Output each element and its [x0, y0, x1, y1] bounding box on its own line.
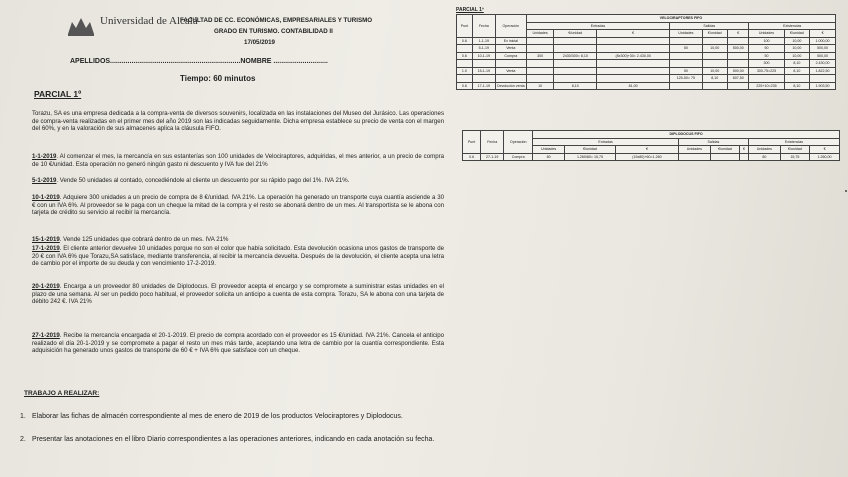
table-row — [457, 75, 836, 83]
col-punt: Punt — [463, 131, 481, 154]
student-name-line: APELLIDOS...................................................................NOMBRE ............................ — [70, 58, 328, 65]
cell-entradas-unidades — [526, 75, 554, 83]
task-1: 1. Elaborar las fichas de almacén correspondiente al mes de enero de 2019 de los productos Velociraptores y Diplodocus. — [20, 413, 403, 420]
cell-entradas-total: (8x300)+30= 2.430,00 — [597, 52, 670, 60]
sub-unit-price: €/unidad — [710, 146, 739, 154]
cell-salidas-precio: 8,10 — [702, 75, 728, 83]
cell-entradas-total — [597, 60, 670, 68]
cell-existencias-total: 1.903,50 — [810, 82, 836, 90]
card-title: DIPLODOCUS FIFO — [533, 131, 840, 139]
cell-existencias-unidades: 100 — [749, 37, 784, 45]
sub-euro: € — [597, 30, 670, 38]
answer-sheet-label: PARCIAL 1º — [456, 7, 484, 13]
cell-entradas-precio — [554, 75, 597, 83]
cell-punt — [457, 60, 473, 68]
cell-punt: 1.0 — [457, 67, 473, 75]
cell-salidas-unidades: 125-50= 75 — [670, 75, 702, 83]
cell-operacion: Compra — [495, 52, 526, 60]
cell-entradas-unidades — [526, 37, 554, 45]
cell-salidas-unidades: 50 — [670, 45, 702, 53]
operation-7: 27-1-2019. Recibe la mercancía encargada el 20-1-2019. El precio de compra acordado con el proveedor es 15 €/unidad. IVA 21%. Cancela el anticipo realizado el día 20-1-2019 y se compromete a pagar el resto un mes más tarde, aceptando una letra de cambio por la cuantía correspondiente. Esta adquisición ha generado unos gastos de transporte de 60 € + IVA 6% que satisface con un cheque. — [32, 332, 444, 355]
cell-existencias-total: 1.260,00 — [810, 153, 840, 161]
cell-fecha: 1-1-19 — [472, 37, 495, 45]
cell-operacion — [495, 75, 526, 83]
sub-unidades: Unidades — [670, 30, 702, 38]
cell-existencias-unidades: 225+10=235 — [749, 82, 784, 90]
sub-unit-price: €/unidad — [780, 146, 809, 154]
cell-salidas-precio — [710, 153, 739, 161]
group-salidas: Salidas — [678, 138, 748, 146]
exam-date: 17/05/2019 — [244, 39, 275, 46]
cell-entradas-unidades: 10 — [526, 82, 554, 90]
cell-salidas-unidades — [670, 82, 702, 90]
cell-entradas-total — [597, 45, 670, 53]
table-row — [457, 67, 836, 75]
cell-existencias-total: 500,00 — [810, 52, 836, 60]
cell-existencias-precio: 8,10 — [784, 82, 810, 90]
intro-paragraph: Torazu, SA es una empresa dedicada a la compra-venta de diversos souvenirs, localizada en las instalaciones del Museo del Jurásico. Las operaciones de compra-venta realizadas en el primer mes del año 2019 son las indicadas seguidamente. Dicha empresa establece su precio de venta con el margen del 60%, y en la valoración de sus almacenes aplica la cláusula FIFO. — [32, 110, 444, 133]
cell-salidas-total — [728, 52, 749, 60]
sub-unit-price: €/unidad — [702, 30, 728, 38]
cell-existencias-unidades: 50 — [749, 45, 784, 53]
col-punt: Punt — [457, 15, 473, 38]
cell-salidas-precio: 10,00 — [702, 45, 728, 53]
operation-5: 17-1-2019. El cliente anterior devuelve 10 unidades porque no son el color que había solicitado. Esta devolución ocasiona unos gastos de transporte de 20 € con IVA 6% que Torazu,SA satisface, mediante transferencia, al recibir la mercancía devuelta. Después de la devolución, el cliente acepta una letra de cambio por el importe de su deuda y con vencimiento 17-2-2019. — [32, 245, 444, 268]
cell-punt — [457, 75, 473, 83]
cell-existencias-total — [810, 75, 836, 83]
degree-name: GRADO EN TURISMO. CONTABILIDAD II — [214, 28, 333, 35]
cell-salidas-total — [728, 37, 749, 45]
task-2: 2. Presentar las anotaciones en el libro Diario correspondientes a las operaciones anteriores, indicando en cada anotación su fecha. — [20, 436, 435, 443]
cell-fecha: 10-1-19 — [472, 52, 495, 60]
cell-existencias-precio: 8,10 — [784, 67, 810, 75]
cell-entradas-precio: 8,10 — [554, 82, 597, 90]
cell-entradas-total: 81,00 — [597, 82, 670, 90]
cell-existencias-precio: 10,00 — [784, 37, 810, 45]
group-salidas: Salidas — [670, 22, 749, 30]
sub-unit-price: €/unidad — [565, 146, 616, 154]
cell-existencias-unidades — [749, 75, 784, 83]
cell-salidas-total — [728, 82, 749, 90]
cell-operacion: Ex inicial — [495, 37, 526, 45]
sub-unidades: Unidades — [526, 30, 554, 38]
cell-salidas-total — [728, 60, 749, 68]
cell-entradas-unidades: 80 — [533, 153, 565, 161]
cell-salidas-total: 500,00 — [728, 45, 749, 53]
cell-salidas-unidades: 50 — [670, 67, 702, 75]
sub-unidades: Unidades — [749, 30, 784, 38]
sub-unidades: Unidades — [678, 146, 710, 154]
operation-4: 15-1-2019. Vende 125 unidades que cobrará dentro de un mes. IVA 21% — [32, 236, 229, 243]
cell-salidas-total: 607,50 — [728, 75, 749, 83]
cell-existencias-precio: 10,00 — [784, 45, 810, 53]
operation-2: 5-1-2019. Vende 50 unidades al contado, concediéndole al cliente un descuento por su rápido pago del 1%. IVA 21%. — [32, 177, 350, 184]
cell-salidas-unidades — [678, 153, 710, 161]
sub-unidades: Unidades — [533, 146, 565, 154]
cell-punt: 0.6 — [463, 153, 481, 161]
cell-existencias-unidades: 300-75=225 — [749, 67, 784, 75]
cell-existencias-precio: 10,00 — [784, 52, 810, 60]
cell-operacion — [495, 60, 526, 68]
sub-euro: € — [615, 146, 678, 154]
sub-unidades: Unidades — [748, 146, 780, 154]
table-row — [457, 52, 836, 60]
faculty-name: FACULTAD DE CC. ECONÓMICAS, EMPRESARIALES Y TURISMO — [180, 17, 373, 24]
group-existencias: Existencias — [748, 138, 839, 146]
cell-entradas-unidades: 300 — [526, 52, 554, 60]
operation-6: 20-1-2019. Encarga a un proveedor 80 unidades de Diplodocus. El proveedor acepta el encargo y se compromete a suministrar estas unidades en el plazo de una semana. Al ser un pedido poco habitual, el proveedor solicita un anticipo a cuenta de esta compra. Torazu, SA le abona con una tarjeta de débito 242 €. IVA 21% — [32, 283, 444, 306]
cell-punt — [457, 45, 473, 53]
cell-salidas-precio — [702, 52, 728, 60]
university-crest-icon — [66, 14, 96, 38]
cell-existencias-unidades: 300 — [749, 60, 784, 68]
cell-entradas-precio: 1.260/80= 15,75 — [565, 153, 616, 161]
cell-salidas-total: 500,00 — [728, 67, 749, 75]
cell-entradas-total: (15x80)+60=1.260 — [615, 153, 678, 161]
card-title: VELOCIRAPTORES FIFO — [526, 15, 835, 23]
table-row — [457, 37, 836, 45]
cell-salidas-total — [740, 153, 749, 161]
cell-existencias-unidades: 50 — [749, 52, 784, 60]
pen-mark — [845, 190, 847, 192]
cell-salidas-precio — [702, 82, 728, 90]
cell-operacion: Compra — [504, 153, 533, 161]
sub-unit-price: €/unidad — [784, 30, 810, 38]
operation-1: 1-1-2019. Al comenzar el mes, la mercancía en sus estanterías son 100 unidades de Velociraptores, adquiridas, el mes anterior, a un precio de compra de 10 €/unidad. Esta operación no generó ningún gasto ni descuento y IVA fue del 21% — [32, 153, 444, 168]
group-existencias: Existencias — [749, 22, 836, 30]
cell-operacion: Venta — [495, 67, 526, 75]
operation-3: 10-1-2019. Adquiere 300 unidades a un precio de compra de 8 €/unidad. IVA 21%. La operación ha generado un transporte cuya cuantía asciende a 30 € con un IVA 6%. Al proveedor se le paga con un cheque la mitad de la compra y el resto se abonará dentro de un mes. Al transportista se le abona con tarjeta de crédito su servicio al recibir la mercancía. — [32, 194, 444, 217]
table-row — [463, 153, 840, 161]
cell-fecha: 5-1-19 — [472, 45, 495, 53]
group-entradas: Entradas — [526, 22, 669, 30]
cell-existencias-total: 500,00 — [810, 45, 836, 53]
cell-operacion: Devolución venta — [497, 83, 525, 88]
group-entradas: Entradas — [533, 138, 679, 146]
cell-punt: 0.6 — [457, 82, 473, 90]
table-row — [457, 60, 836, 68]
exam-title: PARCIAL 1º — [34, 89, 82, 99]
col-operacion: Operación — [495, 15, 526, 38]
cell-fecha — [472, 75, 495, 83]
cell-punt: 0.6 — [457, 37, 473, 45]
table-row — [457, 45, 836, 53]
cell-existencias-precio — [784, 75, 810, 83]
cell-existencias-total: 2.430,00 — [810, 60, 836, 68]
tasks-heading: TRABAJO A REALIZAR: — [24, 390, 100, 397]
cell-entradas-total — [597, 75, 670, 83]
cell-existencias-unidades: 80 — [748, 153, 780, 161]
diplodocus-stock-card — [462, 130, 840, 161]
cell-salidas-unidades — [670, 60, 702, 68]
cell-entradas-unidades — [526, 67, 554, 75]
cell-entradas-precio — [554, 60, 597, 68]
sub-euro: € — [728, 30, 749, 38]
cell-entradas-precio — [554, 37, 597, 45]
cell-entradas-precio — [554, 45, 597, 53]
col-fecha: Fecha — [472, 15, 495, 38]
cell-entradas-precio: 2430/300= 8,10 — [554, 52, 597, 60]
cell-salidas-precio — [702, 37, 728, 45]
cell-fecha: 27-1-19 — [481, 153, 504, 161]
col-fecha: Fecha — [481, 131, 504, 154]
cell-existencias-total: 1.000,00 — [810, 37, 836, 45]
cell-salidas-unidades — [670, 52, 702, 60]
sub-euro: € — [810, 30, 836, 38]
cell-entradas-precio — [554, 67, 597, 75]
university-name: Universidad de Alcalá — [100, 15, 198, 27]
cell-entradas-total — [597, 37, 670, 45]
cell-fecha: 17-1-19 — [472, 82, 495, 90]
cell-entradas-unidades — [526, 60, 554, 68]
cell-existencias-precio: 15,75 — [780, 153, 809, 161]
cell-existencias-precio: 8,10 — [784, 60, 810, 68]
sub-euro: € — [810, 146, 840, 154]
velociraptores-stock-card — [456, 14, 836, 90]
sub-unit-price: €/unidad — [554, 30, 597, 38]
cell-entradas-total — [597, 67, 670, 75]
cell-entradas-unidades — [526, 45, 554, 53]
cell-operacion: Venta — [495, 45, 526, 53]
cell-salidas-unidades — [670, 37, 702, 45]
cell-fecha: 15-1-19 — [472, 67, 495, 75]
cell-salidas-precio: 10,00 — [702, 67, 728, 75]
col-operacion: Operación — [504, 131, 533, 154]
table-row — [457, 82, 836, 90]
cell-punt: 0.6 — [457, 52, 473, 60]
cell-fecha — [472, 60, 495, 68]
cell-existencias-total: 1.822,50 — [810, 67, 836, 75]
cell-salidas-precio — [702, 60, 728, 68]
time-limit: Tiempo: 60 minutos — [180, 74, 256, 83]
sub-euro: € — [740, 146, 749, 154]
